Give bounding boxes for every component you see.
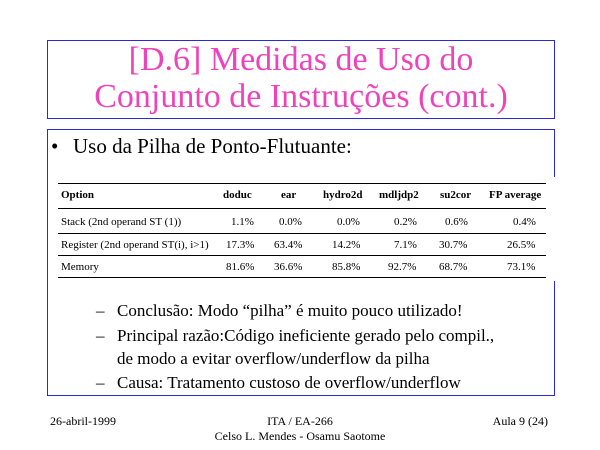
table-cell: 0.2% bbox=[394, 216, 417, 228]
subbullet-reason-line-2: de modo a evitar overflow/underflow da pilha bbox=[117, 349, 430, 368]
table-cell: 85.8% bbox=[332, 261, 361, 273]
table-header-hydro2d: hydro2d bbox=[323, 189, 363, 201]
table-cell: 17.3% bbox=[226, 239, 255, 251]
dash-icon: – bbox=[96, 326, 105, 345]
table-cell: 7.1% bbox=[394, 239, 417, 251]
table-cell: 14.2% bbox=[332, 239, 361, 251]
table-cell: 0.0% bbox=[337, 216, 360, 228]
table-header-su2cor: su2cor bbox=[440, 189, 472, 201]
table-header-fp-average: FP average bbox=[489, 189, 542, 201]
subbullet-reason-line-1: Principal razão:Código ineficiente gerado pelo compil., bbox=[117, 326, 495, 345]
table-cell: 1.1% bbox=[231, 216, 254, 228]
table-cell: 0.0% bbox=[279, 216, 302, 228]
table-cell: 30.7% bbox=[439, 239, 468, 251]
footer-page-number: Aula 9 (24) bbox=[492, 414, 548, 428]
footer-authors: Celso L. Mendes - Osamu Saotome bbox=[214, 429, 386, 443]
table-top-rule bbox=[58, 183, 546, 184]
table-cell: 63.4% bbox=[274, 239, 303, 251]
dash-icon: – bbox=[96, 373, 105, 392]
table-header-mdljdp2: mdljdp2 bbox=[379, 189, 419, 201]
main-bullet-text: Uso da Pilha de Ponto-Flutuante: bbox=[73, 134, 352, 158]
slide-title-line-2: Conjunto de Instruções (cont.) bbox=[94, 78, 508, 115]
title-box bbox=[47, 40, 555, 119]
table-row-label: Register (2nd operand ST(i), i>1) bbox=[61, 239, 209, 251]
table-cell: 73.1% bbox=[507, 261, 536, 273]
dash-icon: – bbox=[96, 301, 105, 320]
fp-stack-usage-table bbox=[53, 177, 556, 281]
table-cell: 36.6% bbox=[274, 261, 303, 273]
table-row-rule bbox=[58, 255, 546, 256]
footer-course: ITA / EA-266 bbox=[267, 414, 333, 428]
table-cell: 92.7% bbox=[388, 261, 417, 273]
table-row-label: Stack (2nd operand ST (1)) bbox=[61, 216, 182, 228]
table-cell: 81.6% bbox=[226, 261, 255, 273]
table-bottom-rule bbox=[58, 277, 546, 278]
table-cell: 68.7% bbox=[439, 261, 468, 273]
table-cell: 0.6% bbox=[445, 216, 468, 228]
footer-date: 26-abril-1999 bbox=[50, 414, 116, 428]
table-header-doduc: doduc bbox=[223, 189, 252, 201]
subbullet-cause: Causa: Tratamento custoso de overflow/underflow bbox=[117, 373, 461, 392]
table-row-label: Memory bbox=[61, 261, 99, 273]
table-header-option: Option bbox=[61, 189, 95, 201]
table-header-ear: ear bbox=[281, 189, 297, 201]
slide-title-line-1: [D.6] Medidas de Uso do bbox=[128, 41, 474, 78]
bullet-dot-icon: • bbox=[51, 134, 59, 158]
table-header-rule bbox=[58, 208, 546, 209]
table-row-rule bbox=[58, 233, 546, 234]
table-cell: 0.4% bbox=[513, 216, 536, 228]
subbullet-conclusion: Conclusão: Modo “pilha” é muito pouco utilizado! bbox=[117, 301, 463, 320]
table-cell: 26.5% bbox=[507, 239, 536, 251]
